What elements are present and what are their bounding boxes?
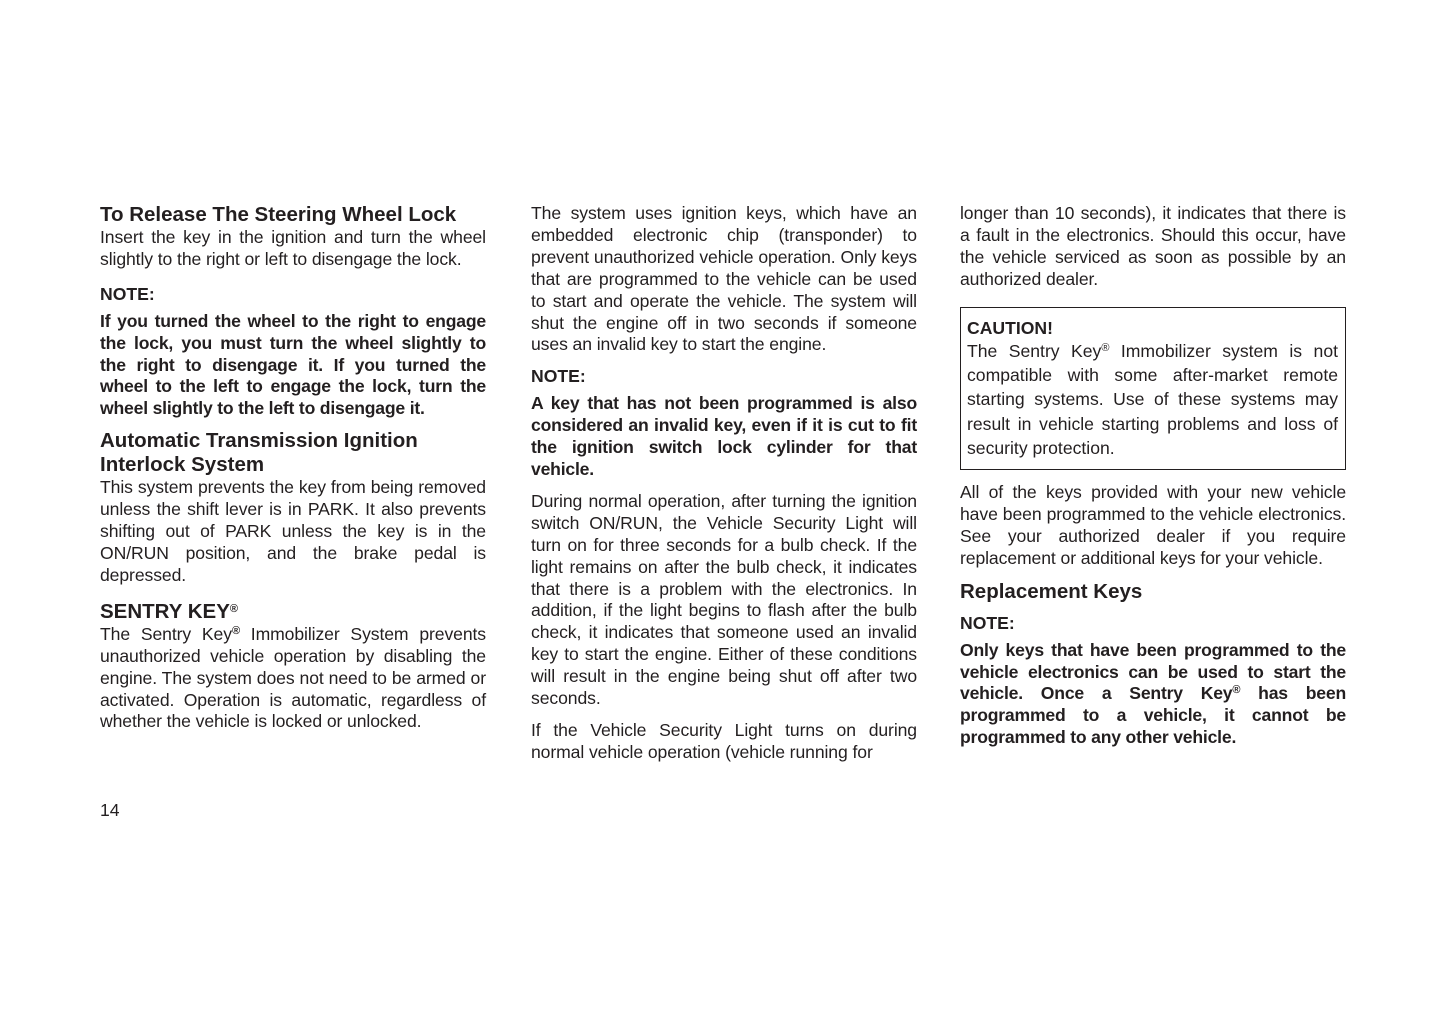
note-replacement-b: has been programmed to a vehicle, it cannot be programmed to any other vehicle. bbox=[960, 683, 1346, 748]
paragraph-security-light: If the Vehicle Security Light turns on during normal vehicle operation (vehicle running for bbox=[531, 719, 917, 762]
caution-box bbox=[960, 307, 1346, 470]
heading-replacement-keys: Replacement Keys bbox=[960, 579, 1143, 603]
heading-release-steering-lock: To Release The Steering Wheel Lock bbox=[100, 203, 457, 226]
registered-mark: ® bbox=[229, 602, 238, 615]
note-label: NOTE: bbox=[100, 283, 155, 304]
column-right bbox=[960, 203, 1346, 749]
paragraph-system-keys: The system uses ignition keys, which have an embedded electronic chip (transponder) to prevent unauthorized vehicle operation. Only keys that are programmed to the vehicle can be used to start and operate the vehicle. The system will shut the engine off in two seconds if someone uses an invalid key to start the engine. bbox=[531, 203, 917, 355]
paragraph-sentry-key bbox=[100, 624, 486, 734]
column-middle bbox=[531, 203, 917, 764]
caution-title: CAUTION! bbox=[967, 317, 1054, 338]
note-steering-lock: If you turned the wheel to the right to engage the lock, you must turn the wheel slightly to the right to disengage it. If you turned the wheel to the left to engage the lock, turn the wheel slightly to the left to disengage it. bbox=[100, 310, 486, 419]
note-label: NOTE: bbox=[531, 366, 586, 387]
paragraph-normal-operation: During normal operation, after turning the ignition switch ON/RUN, the Vehicle Security Light will turn on for three seconds for a bulb check. If the light remains on after the bulb check, it indicates that there is a problem with the electronics. In addition, if the light begins to flash after the bulb check, it indicates that someone used an invalid key to start the engine. Either of these conditions will result in the engine being shut off after two seconds. bbox=[531, 490, 917, 709]
heading-sentry-key-text: SENTRY KEY bbox=[100, 599, 230, 623]
paragraph-fault-electronics: longer than 10 seconds), it indicates that there is a fault in the electronics. Should this occur, have the vehicle serviced as soon as possible by an authorized dealer. bbox=[960, 203, 1346, 289]
caution-body-a: The Sentry Key bbox=[967, 340, 1102, 361]
registered-mark: ® bbox=[1232, 684, 1241, 697]
note-replacement-a: Only keys that have been programmed to the vehicle electronics can be used to start the vehicle. Once a Sentry Key bbox=[960, 639, 1346, 704]
paragraph-ignition-interlock: This system prevents the key from being removed unless the shift lever is in PARK. It also prevents shifting out of PARK unless the key is in the ON/RUN position, and the brake pedal is depressed. bbox=[100, 477, 486, 585]
paragraph-sentry-key-a: The Sentry Key bbox=[100, 623, 232, 644]
paragraph-release-steering-lock: Insert the key in the ignition and turn the wheel slightly to the right or left to disengage the lock. bbox=[100, 227, 486, 269]
heading-sentry-key bbox=[100, 600, 486, 624]
page-number: 14 bbox=[100, 800, 120, 820]
column-left bbox=[100, 203, 486, 733]
caution-body bbox=[967, 339, 1338, 460]
note-invalid-key: A key that has not been programmed is also considered an invalid key, even if it is cut to fit the ignition switch lock cylinder for that vehicle. bbox=[531, 393, 917, 479]
note-replacement-keys bbox=[960, 640, 1346, 750]
heading-ignition-interlock: Automatic Transmission Ignition Interlock System bbox=[100, 429, 418, 477]
registered-mark: ® bbox=[1101, 341, 1110, 354]
caution-body-b: Immobilizer system is not compatible with some after-market remote starting systems. Use of these systems may result in vehicle starting problems and loss of security protection. bbox=[967, 340, 1338, 458]
paragraph-sentry-key-b: Immobilizer System prevents unauthorized vehicle operation by disabling the engine. The system does not need to be armed or activated. Operation is automatic, regardless of whether the vehicle is locked or unlocked. bbox=[100, 623, 486, 732]
note-label: NOTE: bbox=[960, 612, 1015, 633]
paragraph-all-keys: All of the keys provided with your new vehicle have been programmed to the vehicle electronics. See your authorized dealer if you require replacement or additional keys for your vehicle. bbox=[960, 482, 1346, 568]
registered-mark: ® bbox=[231, 624, 240, 637]
